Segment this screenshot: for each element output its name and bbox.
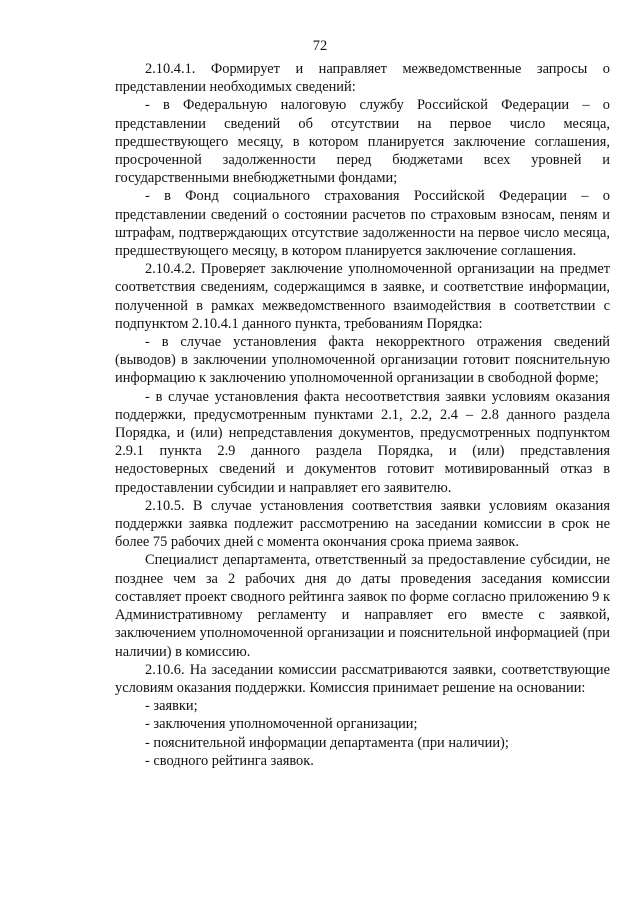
paragraph-2-10-6: 2.10.6. На заседании комиссии рассматриваются заявки, соответствующие условиям оказания поддержки. Комиссия принимает решение на основании: [115, 661, 610, 696]
paragraph-fns-request: - в Федеральную налоговую службу Российской Федерации – о представлении сведений об отсутствии на первое число месяца, предшествующего месяцу, в котором планируется заключение соглашения, просроченной задолженности перед бюджетами всех уровней и государственными внебюджетными фондами; [115, 97, 610, 187]
page-number: 72 [312, 38, 328, 54]
paragraph-non-compliance: - в случае установления факта несоответствия заявки условиям оказания поддержки, предусмотренным пунктами 2.1, 2.2, 2.4 – 2.8 данного раздела Порядка, и (или) непредставления документов, предусмотренных подпунктом 2.9.1 пункта 2.9 данного раздела Порядка, и (или) представления недостоверных сведений и документов готовит мотивированный отказ в предоставлении субсидии и направляет его заявителю. [115, 388, 610, 496]
list-item: - пояснительной информации департамента (при наличии); [145, 734, 509, 751]
document-body [115, 60, 610, 770]
paragraph-2-10-4-2: 2.10.4.2. Проверяет заключение уполномоченной организации на предмет соответствия сведениям, содержащимся в заявке, и соответствие информации, полученной в рамках межведомственного взаимодействия в соответствии с подпунктом 2.10.4.1 данного пункта, требованиям Порядка: [115, 261, 610, 332]
list-item: - заключения уполномоченной организации; [145, 716, 418, 733]
list-item: - сводного рейтинга заявок. [145, 752, 314, 769]
list-item: - заявки; [145, 698, 198, 715]
paragraph-2-10-4-1: 2.10.4.1. Формирует и направляет межведомственные запросы о представлении необходимых сведений: [115, 61, 610, 96]
paragraph-2-10-5: 2.10.5. В случае установления соответствия заявки условиям оказания поддержки заявка подлежит рассмотрению на заседании комиссии в срок не более 75 рабочих дней с момента окончания срока приема заявок. [115, 497, 610, 551]
paragraph-incorrect-conclusion: - в случае установления факта некорректного отражения сведений (выводов) в заключении уполномоченной организации готовит пояснительную информацию к заключению уполномоченной организации в свободной форме; [115, 334, 610, 387]
paragraph-fss-request: - в Фонд социального страхования Российской Федерации – о представлении сведений о состоянии расчетов по страховым взносам, пеням и штрафам, подтверждающих отсутствие задолженности на первое число месяца, предшествующего месяцу, в котором планируется заключение соглашения. [115, 188, 610, 260]
paragraph-specialist: Специалист департамента, ответственный за предоставление субсидии, не позднее чем за 2 рабочих дня до даты проведения заседания комиссии составляет проект сводного рейтинга заявок по форме согласно приложению 9 к Административному регламенту и направляет его вместе с заявкой, заключением уполномоченной организации и пояснительной информацией (при наличии) в комиссию. [115, 552, 610, 660]
